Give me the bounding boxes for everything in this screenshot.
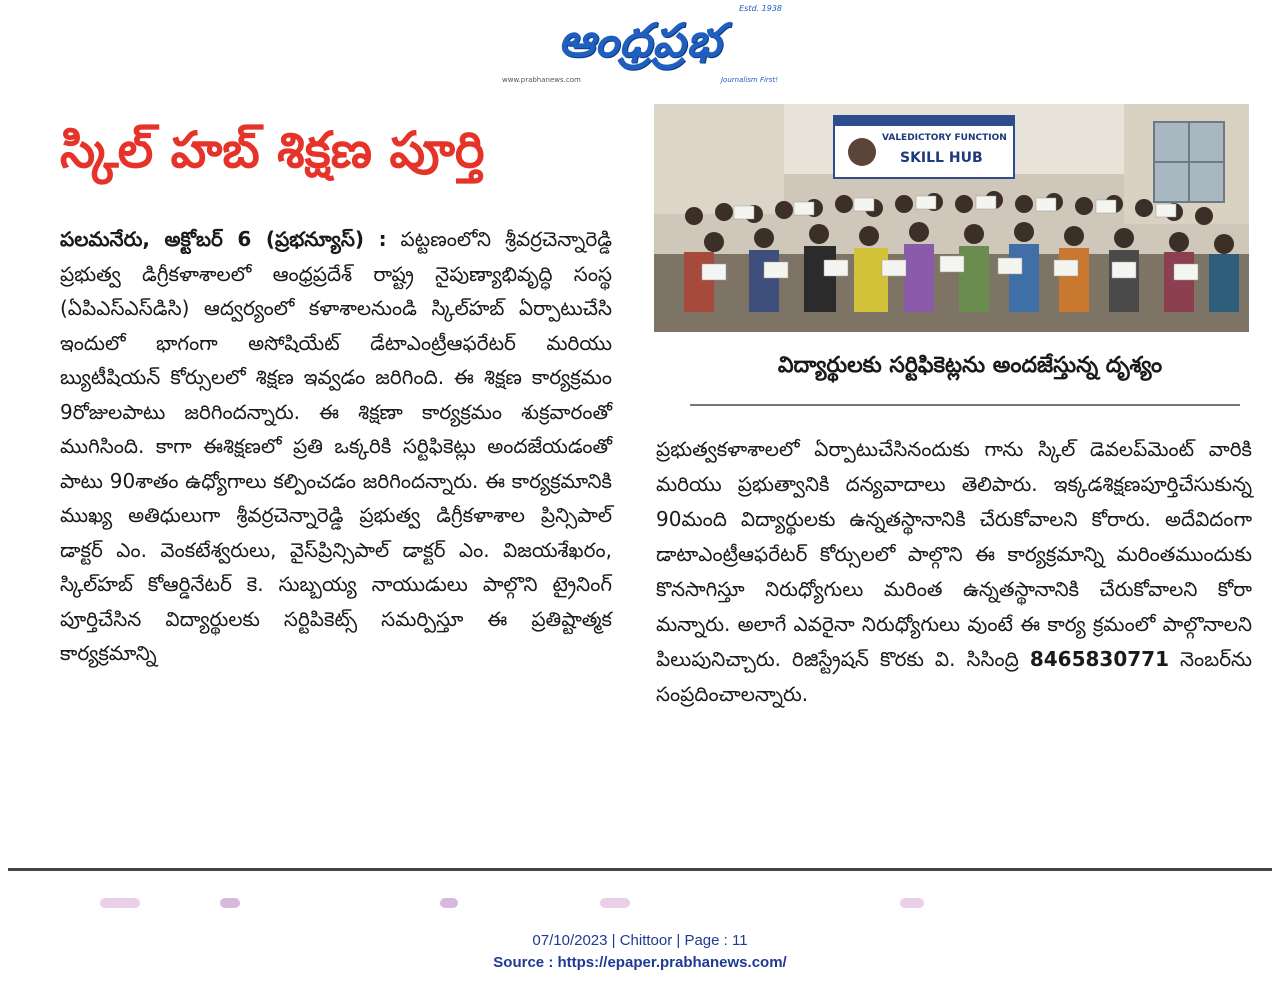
- page-bottom-rule: [8, 868, 1272, 871]
- estd-label: Estd. 1938: [739, 4, 782, 13]
- article-text-left: పట్టణంలోని శ్రీవర్రచెన్నారెడ్డి ప్రభుత్వ డిగ్రీకళాశాలలో ఆంధ్రప్రదేశ్ రాష్ట్ర నైపుణ్యాభివృద్ధి సంస్థ (ఏపిఎస్ఎస్‌డిసి) ఆద్వర్యంలో కళాశాలనుండి స్కిల్‌హబ్ ఏర్పాటుచేసి ఇందులో భాగంగా అసోషియేట్ డేటాఎంట్రీఆఫరేటర్ మరియు బ్యుటీషియన్ కోర్సులలో శిక్షణ ఇవ్వడం జరిగింది. ఈ శిక్షణ కార్యక్రమం 9రోజులపాటు జరిగిందన్నారు. ఈ శిక్షణా కార్యక్రమం శుక్రవారంతో ముగిసింది. కాగా ఈశిక్షణలో ప్రతి ఒక్కరికి సర్టిఫికెట్లు అందజేయడంతో పాటు 90శాతం ఉధ్యోగాలు కల్పించడం జరిగిందన్నారు. ఈ కార్యక్రమానికి ముఖ్య అతిధులుగా శ్రీవర్రచెన్నారెడ్డి ప్రభుత్వ డిగ్రీకళాశాల ప్రిన్సిపాల్ డాక్టర్ ఎం. వెంకటేశ్వరులు, వైస్‌ప్రిన్సిపాల్ డాక్టర్ ఎం. విజయశేఖరం, స్కిల్‌హబ్ కోఆర్డినేటర్ కె. సుబ్బయ్య నాయుడులు పాల్గొని ట్రైనింగ్ పూర్తిచేసిన విద్యార్థులకు సర్టిపికెట్స్ సమర్పిస్తూ ఈ ప్రతిష్టాత్మక కార్యక్రమాన్ని: [60, 227, 612, 665]
- contact-phone: 8465830771: [1029, 647, 1169, 671]
- footer-source-link[interactable]: Source : https://epaper.prabhanews.com/: [493, 954, 787, 971]
- banner-line-1: VALEDICTORY FUNCTION: [882, 133, 1007, 143]
- article-text-right-end: నెంబర్‌ను సంప్రదించాలన్నారు.: [656, 647, 1253, 706]
- caption-divider: [690, 404, 1240, 406]
- article-body-right: [656, 432, 1252, 712]
- photo-caption: విద్యార్థులకు సర్టిఫికెట్లను అందజేస్తున్న దృశ్యం: [777, 353, 1163, 378]
- footer-edition-info: 07/10/2023 | Chittoor | Page : 11: [532, 932, 748, 949]
- cropped-ad-strip: [80, 896, 1200, 912]
- article-body-left: [60, 222, 612, 671]
- article-text-right: ప్రభుత్వకళాశాలలో ఏర్పాటుచేసినందుకు గాను స్కిల్ డెవలప్‌మెంట్ వారికి మరియు ప్రభుత్వానికి దన్యవాదాలు తెలిపారు. ఇక్కడశిక్షణపూర్తిచేసుకున్న 90మంది విద్యార్థులకు ఉన్నతస్థానానికి చేరుకోవాలని కోరారు. అదేవిదంగా డాటాఎంట్రీఆఫరేటర్ కోర్సులలో పాల్గొని ఈ కార్యక్రమాన్ని మరింతముందుకు కొనసాగిస్తూ నిరుధ్యోగులు మరింత ఉన్నతస్థానానికి చేరుకోవాలని కోరా మన్నారు. అలాగే ఎవరైనా నిరుధ్యోగులు వుంటే ఈ కార్య క్రమంలో పాల్గొనాలని పిలుపునిచ్చారు. రిజిస్ట్రేషన్ కొరకు వి. సిసింద్రి: [656, 437, 1252, 671]
- masthead-tagline: Journalism First!: [720, 76, 778, 84]
- group-photo-illustration: [654, 104, 1249, 332]
- masthead: [480, 4, 800, 86]
- masthead-url: www.prabhanews.com: [502, 76, 581, 84]
- article-headline: స్కిల్ హబ్ శిక్షణ పూర్తి: [60, 121, 485, 179]
- article-dateline: పలమనేరు, అక్టోబర్ 6 (ప్రభన్యూస్) :: [60, 227, 387, 251]
- newspaper-logo: ఆంధ్రప్రభ: [558, 13, 722, 67]
- banner-line-2: SKILL HUB: [900, 150, 983, 166]
- article-photo: [654, 104, 1249, 332]
